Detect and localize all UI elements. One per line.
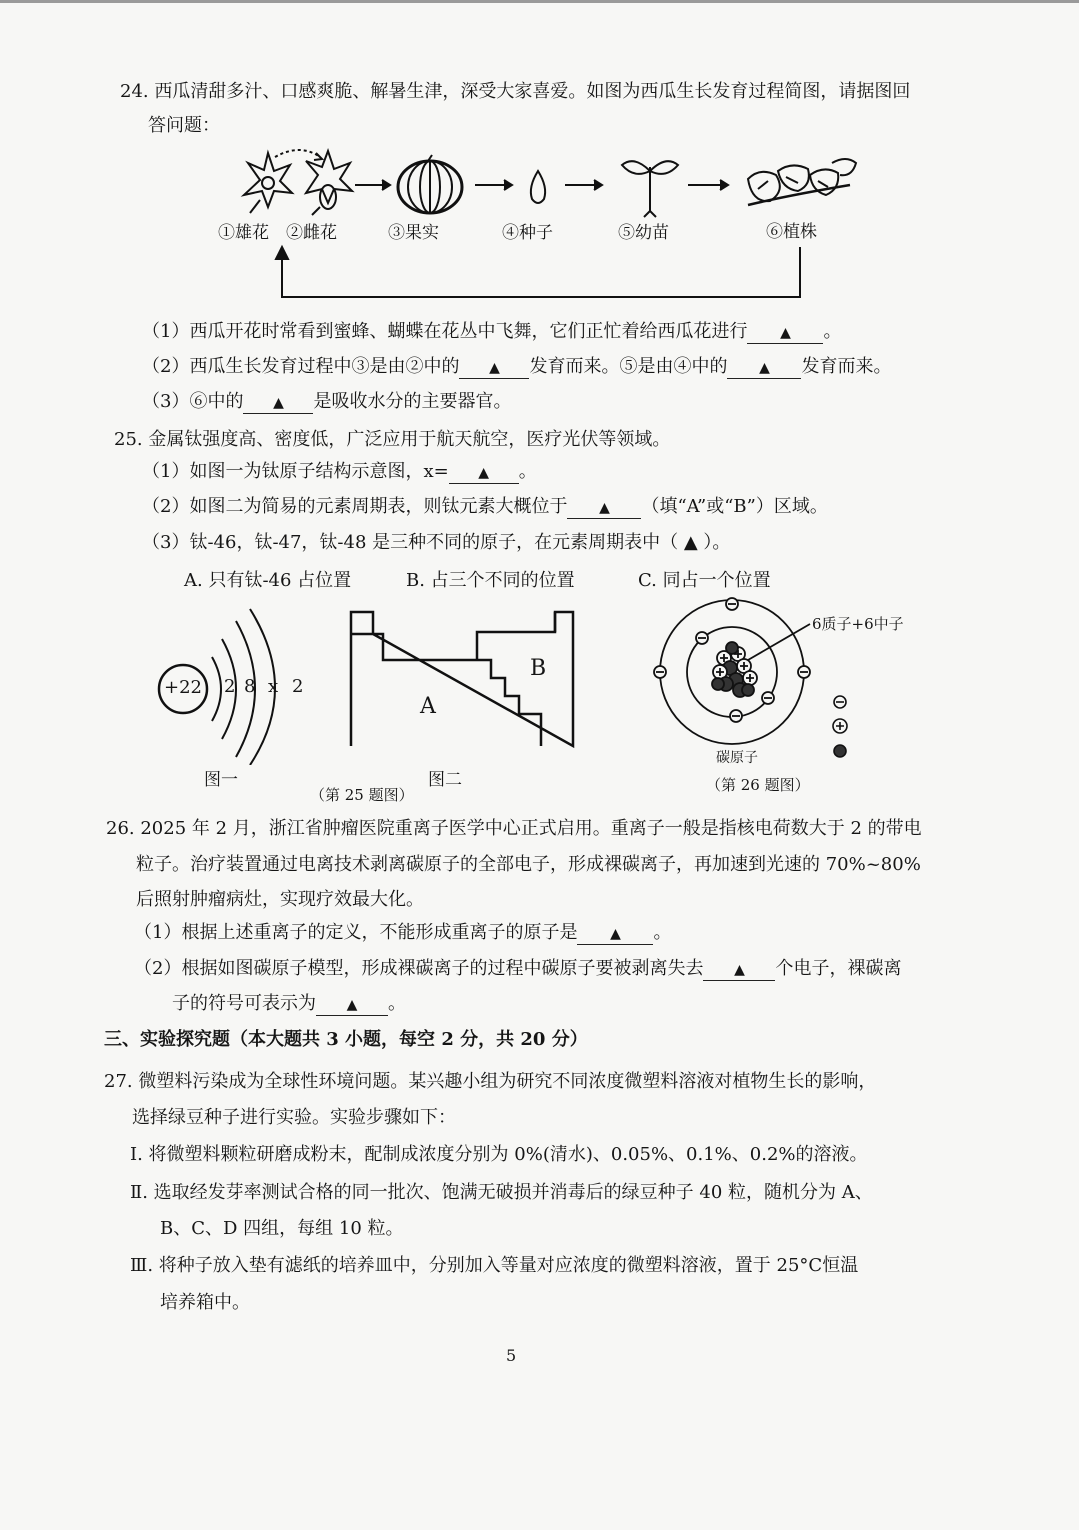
q24-stem-line1: 24. 西瓜清甜多汁、口感爽脆、解暑生津，深受大家喜爱。如图为西瓜生长发育过程简图，请据图回 [120, 81, 911, 102]
q26-line2: 粒子。治疗装置通过电离技术剥离碳原子的全部电子，形成裸碳离子，再加速到光速的 70%~80% [136, 854, 921, 875]
q26-sub1-text: （1）根据上述重离子的定义，不能形成重离子的原子是 [134, 922, 578, 943]
q24-sub1-end: 。 [823, 321, 842, 342]
q26-line1: 26. 2025 年 2 月，浙江省肿瘤医院重离子医学中心正式启用。重离子一般是指核电荷数大于 2 的带电 [106, 818, 922, 839]
figure-2-caption: 图二 [428, 770, 462, 790]
figure-26-caption: （第 26 题图） [706, 776, 810, 794]
q27-step2-line1: Ⅱ. 选取经发芽率测试合格的同一批次、饱满无破损并消毒后的绿豆种子 40 粒，随机分为 A、 [130, 1182, 873, 1203]
label-fruit: ③果实 [388, 223, 439, 243]
q25-sub2-text: （2）如图二为简易的元素周期表，则钛元素大概位于 [142, 496, 568, 517]
q25-sub2 [142, 495, 828, 519]
label-seed: ④种子 [502, 223, 553, 243]
answer-mark: ▲ [599, 500, 610, 516]
q25-sub1-text: （1）如图一为钛原子结构示意图，x= [142, 461, 449, 482]
label-plant: ⑥植株 [766, 222, 817, 242]
q27-step3-line2: 培养箱中。 [160, 1292, 250, 1313]
q26-sub2-text-c: 子的符号可表示为 [172, 993, 316, 1014]
answer-blank[interactable] [316, 995, 388, 1016]
q25-option-b: B. 占三个不同的位置 [406, 570, 575, 591]
q27-line2: 选择绿豆种子进行实验。实验步骤如下： [132, 1107, 456, 1128]
nucleus-cluster [712, 642, 757, 697]
q25-stem: 25. 金属钛强度高、密度低，广泛应用于航天航空，医疗光伏等领域。 [114, 429, 671, 450]
answer-blank[interactable] [243, 393, 313, 414]
melon-fruit-icon [398, 155, 462, 213]
q24-sub1-text: （1）西瓜开花时常看到蜜蜂、蝴蝶在花丛中飞舞，它们正忙着给西瓜花进行 [142, 321, 748, 342]
q25-sub2-end: （填“A”或“B”）区域。 [641, 496, 828, 517]
plant-icon [748, 159, 856, 205]
page-number: 5 [506, 1346, 517, 1365]
q24-sub2-text-b: 发育而来。⑤是由④中的 [529, 356, 728, 377]
q26-sub2-cont [172, 992, 406, 1016]
q24-sub3-text-b: 是吸收水分的主要器官。 [313, 391, 512, 412]
answer-mark: ▲ [346, 997, 358, 1013]
answer-blank[interactable] [567, 498, 641, 519]
q26-sub1-end: 。 [653, 922, 672, 943]
answer-mark: ▲ [759, 360, 770, 376]
answer-mark: ▲ [780, 325, 791, 341]
q26-sub2 [134, 957, 901, 981]
q24-sub2-text-c: 发育而来。 [801, 356, 892, 377]
male-flower-icon [244, 153, 292, 213]
seed-icon [531, 171, 545, 203]
answer-mark: ▲ [478, 465, 490, 481]
figure-25-caption: （第 25 题图） [310, 786, 414, 804]
q27-step2-line2: B、C、D 四组，每组 10 粒。 [160, 1218, 404, 1239]
q24-sub2-text-a: （2）西瓜生长发育过程中③是由②中的 [142, 356, 460, 377]
answer-mark: ▲ [489, 360, 500, 376]
q25-option-a: A. 只有钛-46 占位置 [184, 570, 352, 591]
page-top-border [0, 0, 1079, 3]
q24-sub3-text-a: （3）⑥中的 [142, 391, 244, 412]
q24-sub2 [142, 355, 891, 379]
q27-line1: 27. 微塑料污染成为全球性环境问题。某兴趣小组为研究不同浓度微塑料溶液对植物生长的影响， [104, 1071, 877, 1092]
q25-sub1 [142, 460, 537, 484]
q24-sub1 [142, 320, 841, 344]
section-3-heading: 三、实验探究题（本大题共 3 小题，每空 2 分，共 20 分） [104, 1029, 588, 1050]
shell-3-count: x [268, 676, 279, 697]
answer-blank[interactable] [577, 924, 653, 945]
female-flower-icon [306, 151, 352, 215]
answer-mark: ▲ [273, 395, 284, 411]
shell-1-count: 2 [224, 676, 236, 697]
q24-sub3 [142, 390, 511, 414]
q26-line3: 后照射肿瘤病灶，实现疗效最大化。 [136, 889, 424, 910]
region-b-label: B [530, 656, 547, 681]
answer-blank[interactable] [747, 323, 823, 344]
q27-step1: Ⅰ. 将微塑料颗粒研磨成粉末，配制成浓度分别为 0%(清水)、0.05%、0.1%、0.2%的溶液。 [130, 1144, 868, 1165]
q26-sub2-text-a: （2）根据如图碳原子模型，形成裸碳离子的过程中碳原子要被剥离失去 [134, 958, 704, 979]
seedling-icon [622, 161, 678, 217]
shell-2-count: 8 [244, 676, 256, 697]
label-male-flower: ①雄花 [218, 223, 269, 243]
carbon-atom-label: 碳原子 [716, 750, 758, 766]
carbon-callout: 6质子+6中子 [812, 615, 904, 633]
electron-icon [654, 598, 810, 722]
shell-4-count: 2 [292, 676, 304, 697]
region-a-label: A [420, 694, 436, 719]
label-female-flower: ②雌花 [286, 223, 337, 243]
answer-blank[interactable] [459, 358, 529, 379]
answer-mark: ▲ [610, 926, 621, 942]
q26-sub2-end: 。 [388, 993, 406, 1014]
q25-sub1-end: 。 [518, 461, 537, 482]
answer-blank[interactable] [449, 463, 519, 484]
q25-option-c: C. 同占一个位置 [638, 570, 771, 591]
q25-sub3: （3）钛-46，钛-47，钛-48 是三种不同的原子，在元素周期表中（ ▲ ）。 [142, 532, 731, 553]
nucleus-charge: +22 [164, 677, 202, 698]
answer-blank[interactable] [727, 358, 801, 379]
answer-blank[interactable] [703, 960, 775, 981]
q26-sub1 [134, 921, 671, 945]
legend-icons [833, 696, 847, 757]
label-seedling: ⑤幼苗 [618, 223, 669, 243]
q27-step3-line1: Ⅲ. 将种子放入垫有滤纸的培养皿中，分别加入等量对应浓度的微塑料溶液，置于 25°C恒温 [130, 1255, 859, 1276]
figure-1-caption: 图一 [204, 770, 238, 790]
q24-stem-line2: 答问题： [148, 115, 220, 136]
answer-mark: ▲ [734, 962, 745, 978]
q26-sub2-text-b: 个电子，裸碳离 [775, 958, 902, 979]
